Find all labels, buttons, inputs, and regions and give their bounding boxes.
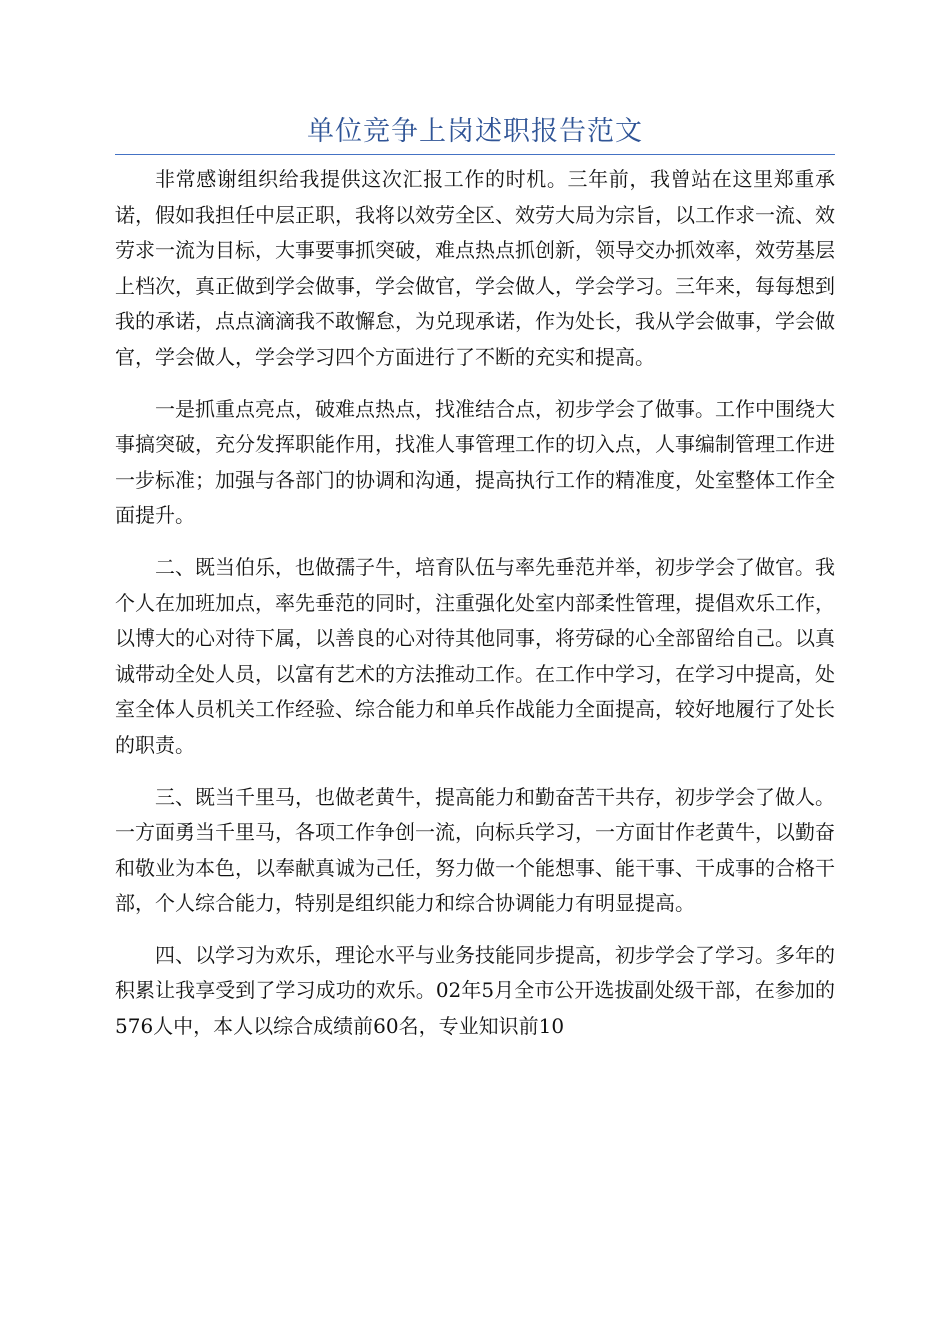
title-underline bbox=[115, 154, 835, 155]
paragraph-4: 三、既当千里马，也做老黄牛，提高能力和勤奋苦干共存，初步学会了做人。一方面勇当千里马，各项工作争创一流，向标兵学习，一方面甘作老黄牛，以勤奋和敬业为本色，以奉献真诚为己任，努力做一个能想事、能干事、干成事的合格干部，个人综合能力，特别是组织能力和综合协调能力有明显提高。 bbox=[115, 784, 835, 916]
paragraph-1: 非常感谢组织给我提供这次汇报工作的时机。三年前，我曾站在这里郑重承诺，假如我担任中层正职，我将以效劳全区、效劳大局为宗旨，以工作求一流、效劳求一流为目标，大事要事抓突破，难点热点抓创新，领导交办抓效率，效劳基层上档次，真正做到学会做事，学会做官，学会做人，学会学习。三年来，每每想到我的承诺，点点滴滴我不敢懈怠，为兑现承诺，作为处长，我从学会做事，学会做官，学会做人，学会学习四个方面进行了不断的充实和提高。 bbox=[115, 167, 835, 369]
document-title: 单位竞争上岗述职报告范文 bbox=[307, 116, 643, 147]
paragraph-2: 一是抓重点亮点，破难点热点，找准结合点，初步学会了做事。工作中围绕大事搞突破，充分发挥职能作用，找准人事管理工作的切入点，人事编制管理工作进一步标准；加强与各部门的协调和沟通，提高执行工作的精准度，处室整体工作全面提升。 bbox=[115, 396, 835, 528]
paragraph-3: 二、既当伯乐，也做孺子牛，培育队伍与率先垂范并举，初步学会了做官。我个人在加班加点，率先垂范的同时，注重强化处室内部柔性管理，提倡欢乐工作，以博大的心对待下属，以善良的心对待其他同事，将劳碌的心全部留给自己。以真诚带动全处人员，以富有艺术的方法推动工作。在工作中学习，在学习中提高，处室全体人员机关工作经验、综合能力和单兵作战能力全面提高，较好地履行了处长的职责。 bbox=[115, 554, 835, 757]
paragraph-5: 四、以学习为欢乐，理论水平与业务技能同步提高，初步学会了学习。多年的积累让我享受到了学习成功的欢乐。02年5月全市公开选拔副处级干部，在参加的576人中，本人以综合成绩前60名，专业知识前10 bbox=[115, 942, 835, 1039]
document-body bbox=[115, 162, 835, 1061]
